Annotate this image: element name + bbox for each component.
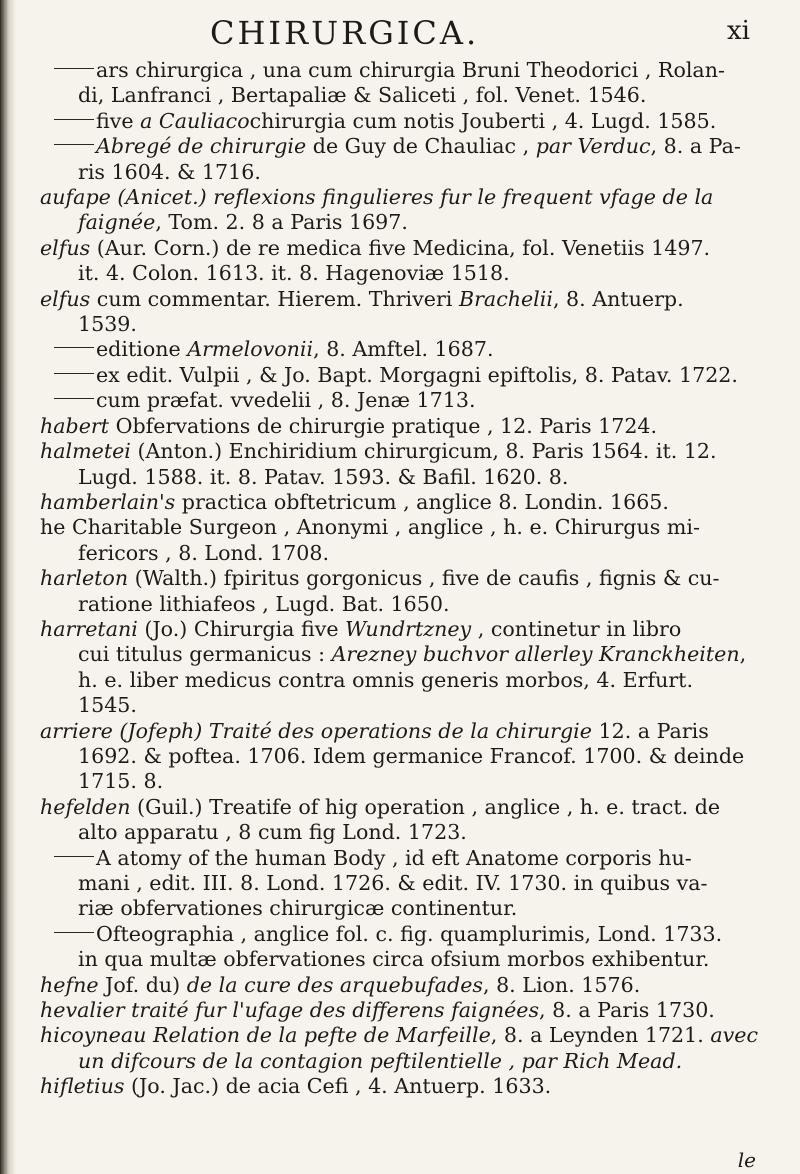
entry-wrap-line: [40, 592, 780, 617]
entry-heading-line: [40, 1023, 780, 1048]
entry-heading-line: [40, 973, 780, 998]
text-run: ,: [739, 642, 747, 667]
italic-text: de la cure des arquebufades: [186, 972, 483, 997]
italic-text: hamberlain's: [40, 489, 176, 514]
ditto-dash: [54, 398, 94, 399]
italic-text: avec: [710, 1023, 758, 1048]
ditto-dash: [54, 144, 94, 145]
text-run: h. e. liber medicus contra omnis generis morbos, 4. Erfurt.: [78, 667, 693, 692]
entry-continuation-line: [40, 388, 780, 413]
text-run: 12. a Paris: [591, 718, 709, 743]
text-run: ex edit. Vulpii , & Jo. Bapt. Morgagni epiftolis, 8. Patav. 1722.: [96, 362, 738, 387]
entry-wrap-line: [40, 668, 780, 693]
entry-continuation-line: [40, 846, 780, 871]
entry-wrap-line: [40, 465, 780, 490]
italic-text: arriere (Jofeph) Traité des operations de la chirurgie: [40, 718, 592, 743]
text-run: Lugd. 1588. it. 8. Patav. 1593. & Bafil. 1620. 8.: [78, 464, 569, 489]
italic-text: Abregé de chirurgie: [96, 134, 307, 159]
text-run: five: [96, 108, 141, 133]
italic-text: un difcours de la contagion peftilentielle , par Rich Mead.: [78, 1048, 683, 1073]
entry-heading-line: [40, 998, 780, 1023]
italic-text: hicoyneau Relation de la pefte de Marfeille: [40, 1023, 491, 1048]
ditto-dash: [54, 347, 94, 348]
text-run: alto apparatu , 8 cum fig Lond. 1723.: [78, 820, 467, 845]
italic-text: harretani: [40, 616, 138, 641]
entry-wrap-line: [40, 541, 780, 566]
italic-text: Brachelii: [458, 286, 553, 311]
entry-wrap-line: [40, 769, 780, 794]
text-run: , Tom. 2. 8 a Paris 1697.: [155, 210, 408, 235]
text-run: 1692. & poftea. 1706. Idem germanice Francof. 1700. & deinde: [78, 743, 745, 768]
italic-text: aufape (Anicet.) reflexions fingulieres fur le frequent vfage de la: [40, 185, 714, 210]
text-run: cui titulus germanicus :: [78, 642, 332, 667]
text-run: , 8. a Pa-: [650, 134, 741, 159]
text-run: cum commentar. Hierem. Thriveri: [90, 286, 459, 311]
text-run: , 8. Amftel. 1687.: [313, 337, 494, 362]
entry-continuation-line: [40, 922, 780, 947]
italic-text: hefne: [40, 972, 99, 997]
text-run: (Aur. Corn.) de re medica five Medicina, fol. Venetiis 1497.: [90, 235, 711, 260]
entry-wrap-line: [40, 820, 780, 845]
text-run: A atomy of the human Body , id eft Anatome corporis hu-: [96, 845, 692, 870]
ditto-dash: [54, 119, 94, 120]
text-run: , 8. a Paris 1730.: [539, 998, 715, 1023]
text-run: , 8. Antuerp.: [552, 286, 684, 311]
entry-continuation-line: [40, 109, 780, 134]
text-run: editione: [96, 337, 188, 362]
text-run: riæ obfervationes chirurgicæ continentur.: [78, 896, 518, 921]
entry-wrap-line: [40, 261, 780, 286]
entry-wrap-line: [40, 1049, 780, 1074]
running-head: [60, 14, 760, 54]
text-run: practica obftetricum , anglice 8. Londin. 1665.: [175, 489, 669, 514]
text-run: Obfervations de chirurgie pratique , 12. Paris 1724.: [109, 413, 658, 438]
italic-text: elfus: [40, 235, 91, 260]
text-run: cum præfat. vvedelii , 8. Jenæ 1713.: [96, 388, 476, 413]
entry-heading-line: [40, 515, 780, 540]
entry-heading-line: [40, 490, 780, 515]
entry-wrap-line: [40, 871, 780, 896]
entry-heading-line: [40, 566, 780, 591]
text-run: Ofteographia , anglice fol. c. fig. quamplurimis, Lond. 1733.: [96, 921, 723, 946]
entry-wrap-line: [40, 947, 780, 972]
text-run: 1539.: [78, 312, 137, 337]
entry-wrap-line: [40, 693, 780, 718]
text-run: he Charitable Surgeon , Anonymi , anglice , h. e. Chirurgus mi-: [40, 515, 700, 540]
text-run: ratione lithiafeos , Lugd. Bat. 1650.: [78, 591, 450, 616]
entry-wrap-line: [40, 160, 780, 185]
italic-text: a Cauliaco: [140, 108, 250, 133]
text-run: fericors , 8. Lond. 1708.: [78, 540, 329, 565]
binding-gutter-shadow: [0, 0, 16, 1174]
catchword: le: [737, 1148, 756, 1172]
italic-text: hefelden: [40, 794, 131, 819]
entry-heading-line: [40, 1074, 780, 1099]
entry-heading-line: [40, 719, 780, 744]
bibliography-entries: [40, 58, 780, 1100]
italic-text: halmetei: [40, 439, 131, 464]
text-run: ars chirurgica , una cum chirurgia Bruni Theodorici , Rolan-: [96, 58, 725, 82]
italic-text: hevalier traité fur l'ufage des differens faignées: [40, 998, 540, 1023]
text-run: di, Lanfranci , Bertapaliæ & Saliceti , fol. Venet. 1546.: [78, 83, 647, 108]
italic-text: faignée: [78, 210, 156, 235]
text-run: (Anton.) Enchiridium chirurgicum, 8. Paris 1564. it. 12.: [130, 439, 717, 464]
entry-wrap-line: [40, 210, 780, 235]
entry-wrap-line: [40, 83, 780, 108]
entry-wrap-line: [40, 744, 780, 769]
entry-continuation-line: [40, 337, 780, 362]
entry-continuation-line: [40, 363, 780, 388]
text-run: (Jo.) Chirurgia five: [137, 616, 346, 641]
text-run: (Jo. Jac.) de acia Cefi , 4. Antuerp. 1633.: [124, 1074, 552, 1099]
text-run: 1715. 8.: [78, 769, 164, 794]
entry-wrap-line: [40, 896, 780, 921]
text-run: chirurgia cum notis Jouberti , 4. Lugd. 1585.: [249, 108, 717, 133]
text-run: 1545.: [78, 693, 137, 718]
text-run: Jof. du): [98, 972, 187, 997]
text-run: it. 4. Colon. 1613. it. 8. Hagenoviæ 1518.: [78, 261, 510, 286]
entry-heading-line: [40, 414, 780, 439]
entry-heading-line: [40, 185, 780, 210]
italic-text: Arezney buchvor allerley Kranckheiten: [331, 642, 740, 667]
entry-wrap-line: [40, 642, 780, 667]
page-number: xi: [727, 16, 750, 46]
entry-heading-line: [40, 236, 780, 261]
text-run: de Guy de Chauliac ,: [306, 134, 536, 159]
text-run: , continetur in libro: [471, 616, 682, 641]
entry-heading-line: [40, 439, 780, 464]
ditto-dash: [54, 373, 94, 374]
italic-text: harleton: [40, 566, 129, 591]
text-run: mani , edit. III. 8. Lond. 1726. & edit. IV. 1730. in quibus va-: [78, 871, 708, 895]
entry-wrap-line: [40, 312, 780, 337]
text-run: , 8. a Leynden 1721.: [490, 1023, 711, 1048]
entry-heading-line: [40, 287, 780, 312]
text-run: ris 1604. & 1716.: [78, 159, 261, 184]
italic-text: Wundrtzney: [345, 616, 472, 641]
italic-text: hifletius: [40, 1074, 125, 1099]
italic-text: habert: [40, 413, 110, 438]
ditto-dash: [54, 68, 94, 69]
running-title: CHIRURGICA.: [210, 14, 480, 52]
text-run: (Guil.) Treatife of hig operation , anglice , h. e. tract. de: [130, 794, 721, 819]
text-run: (Walth.) fpiritus gorgonicus , five de caufis , fignis & cu-: [128, 566, 720, 591]
italic-text: elfus: [40, 286, 91, 311]
entry-heading-line: [40, 795, 780, 820]
ditto-dash: [54, 932, 94, 933]
ditto-dash: [54, 856, 94, 857]
entry-continuation-line: [40, 134, 780, 159]
text-run: in qua multæ obfervationes circa ofsium morbos exhibentur.: [78, 947, 710, 972]
italic-text: par Verduc: [535, 134, 651, 159]
italic-text: Armelovonii: [187, 337, 314, 362]
text-run: , 8. Lion. 1576.: [482, 972, 641, 997]
entry-heading-line: [40, 617, 780, 642]
entry-continuation-line: [40, 58, 780, 83]
